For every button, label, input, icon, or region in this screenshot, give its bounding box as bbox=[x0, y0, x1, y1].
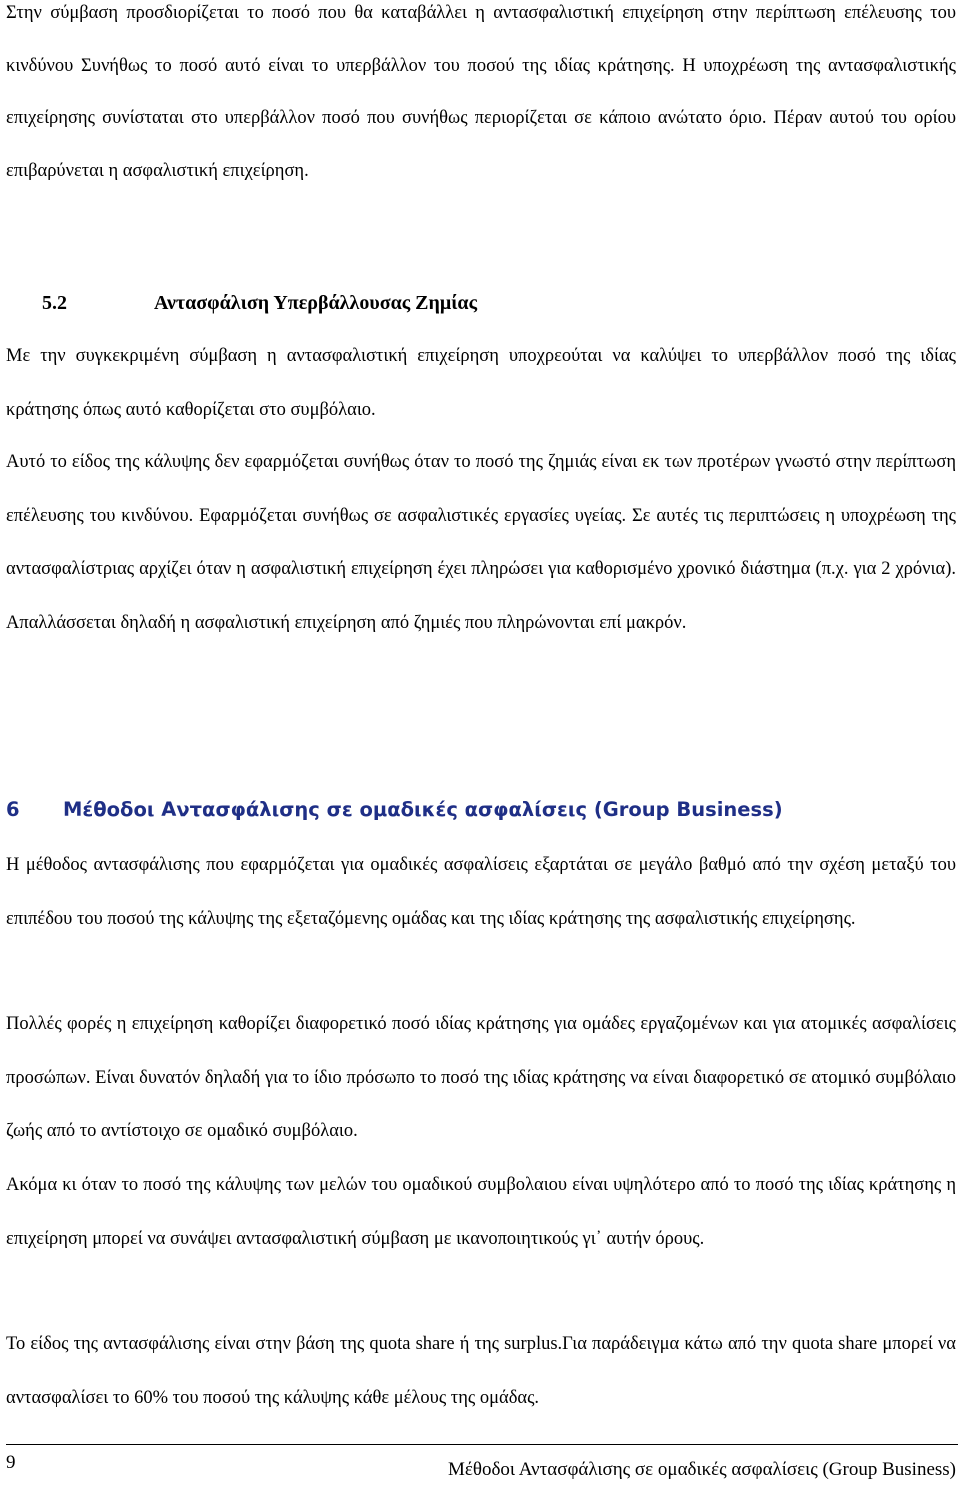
section-5-2-heading bbox=[42, 283, 477, 323]
section-6-paragraph-3: Ακόμα κι όταν το ποσό της κάλυψης των μελών του ομαδικού συμβολαιου είναι υψηλότερο από το ποσό της ιδίας κράτησης η επιχείρηση μπορεί να συνάψει αντασφαλιστική σύμβαση με ικανοποιητικούς γι᾽ αυτήν όρους. bbox=[6, 1175, 956, 1249]
page-number: 9 bbox=[6, 1452, 16, 1473]
footer-divider bbox=[6, 1444, 958, 1445]
footer-running-title: Μέθοδοι Αντασφάλισης σε ομαδικές ασφαλίσεις (Group Business) bbox=[447, 1459, 956, 1480]
section-6-paragraph-4: Το είδος της αντασφάλισης είναι στην βάση της quota share ή της surplus.Για παράδειγμα κάτω από την quota share μπορεί να αντασφαλίσει το 60% του ποσού της κάλυψης κάθε μέλους της ομάδας. bbox=[6, 1334, 956, 1408]
section-6-paragraph-1: Η μέθοδος αντασφάλισης που εφαρμόζεται για ομαδικές ασφαλίσεις εξαρτάται σε μεγάλο βαθμό από την σχέση μεταξύ του επιπέδου του ποσού της κάλυψης της εξεταζόμενης ομάδας και της ιδίας κράτησης της ασφαλιστικής επιχείρησης. bbox=[6, 855, 956, 929]
section-title: Αντασφάλιση Υπερβάλλουσας Ζημίας bbox=[154, 292, 478, 314]
section-5-2-paragraph-2: Αυτό το είδος της κάλυψης δεν εφαρμόζεται συνήθως όταν το ποσό της ζημιάς είναι εκ των προτέρων γνωστό στην περίπτωση επέλευσης του κινδύνου. Εφαρμόζεται συνήθως σε ασφαλιστικές εργασίες υγείας. Σε αυτές τις περιπτώσεις η υποχρέωση της αντασφαλίστριας αρχίζει όταν η ασφαλιστική επιχείρηση έχει πληρώσει για καθορισμένο χρονικό διάστημα (π.χ. για 2 χρόνια). Απαλλάσσεται δηλαδή η ασφαλιστική επιχείρηση από ζημιές που πληρώνονται επί μακρόν. bbox=[6, 452, 956, 633]
section-number: 5.2 bbox=[42, 292, 67, 314]
section-6-paragraph-2: Πολλές φορές η επιχείρηση καθορίζει διαφορετικό ποσό ιδίας κράτησης για ομάδες εργαζομένων και για ατομικές ασφαλίσεις προσώπων. Είναι δυνατόν δηλαδή για το ίδιο πρόσωπο το ποσό της ιδίας κράτησης να είναι διαφορετικό σε ατομικό συμβόλαιο ζωής από το αντίστοιχο σε ομαδικό συμβόλαιο. bbox=[6, 1014, 956, 1141]
section-6-heading bbox=[6, 790, 783, 830]
section-5-2-paragraph-1: Με την συγκεκριμένη σύμβαση η αντασφαλιστική επιχείρηση υποχρεούται να καλύψει το υπερβάλλον ποσό της ιδίας κράτησης όπως αυτό καθορίζεται στο συμβόλαιο. bbox=[6, 346, 956, 420]
section-title: Μέθοδοι Αντασφάλισης σε ομαδικές ασφαλίσεις (Group Business) bbox=[63, 798, 783, 821]
section-number: 6 bbox=[6, 798, 20, 821]
intro-paragraph: Στην σύμβαση προσδιορίζεται το ποσό που θα καταβάλλει η αντασφαλιστική επιχείρηση στην περίπτωση επέλευσης του κινδύνου Συνήθως το ποσό αυτό είναι το υπερβάλλον του ποσού της ιδίας κράτησης. Η υποχρέωση της αντασφαλιστικής επιχείρησης συνίσταται στο υπερβάλλον ποσό που συνήθως περιορίζεται σε κάποιο ανώτατο όριο. Πέραν αυτού του ορίου επιβαρύνεται η ασφαλιστική επιχείρηση. bbox=[6, 3, 956, 181]
